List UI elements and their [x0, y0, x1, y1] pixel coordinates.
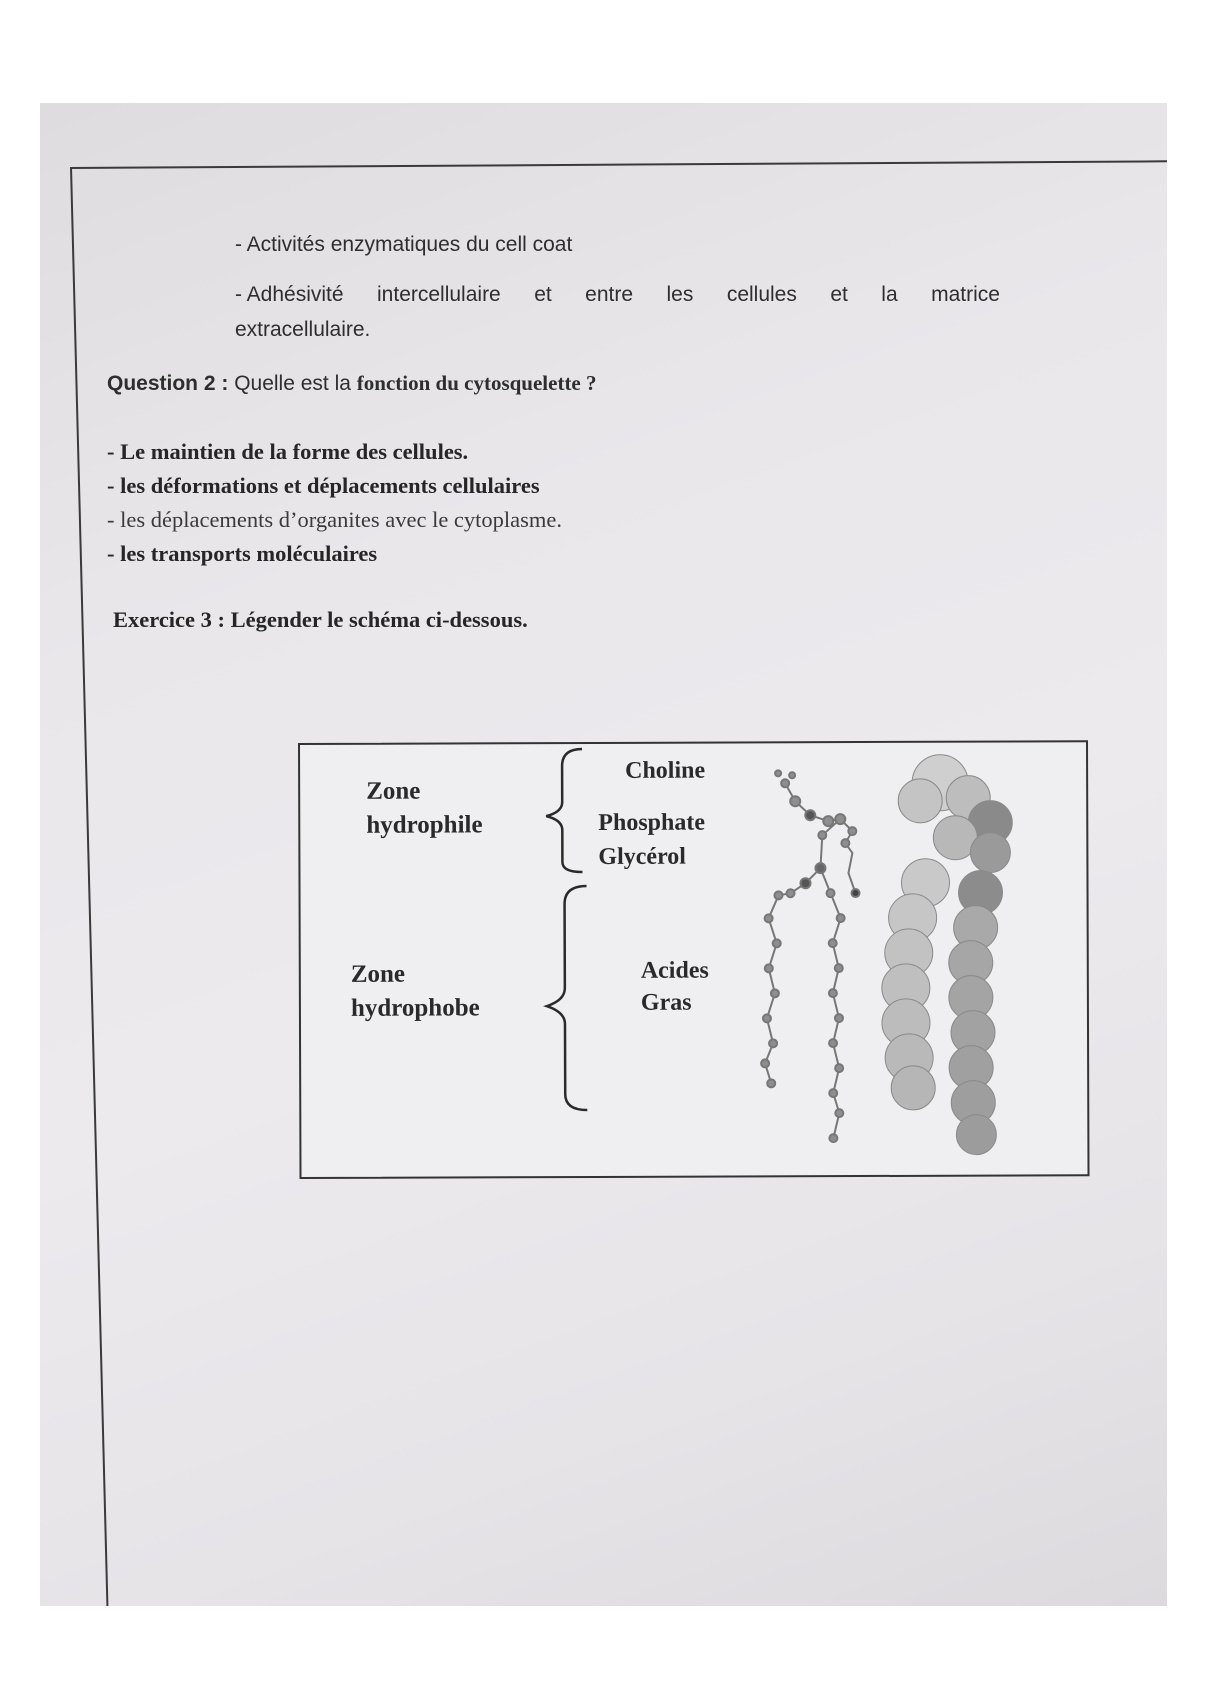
photo-background [40, 103, 1167, 1606]
sheet-border-top [70, 160, 1167, 169]
exercise-3-title: Exercice 3 : Légender le schéma ci-dessous. [113, 607, 528, 632]
question-2-bold: fonction du cytosquelette ? [356, 371, 597, 395]
label-zone-hydrophobe [351, 957, 480, 1025]
word: et [534, 283, 552, 306]
label-line: hydrophobe [350, 994, 480, 1022]
brace-hydrophobe [547, 886, 588, 1110]
question-2 [107, 371, 597, 396]
label-choline: Choline [625, 757, 706, 784]
ball-and-stick-model [760, 770, 860, 1142]
label-line: Zone [366, 777, 421, 805]
line-enzymatic-activities: - Activités enzymatiques du cell coat [235, 233, 573, 256]
word: la [881, 283, 898, 306]
label-zone-hydrophile [366, 774, 482, 842]
space-filling-model [881, 755, 1013, 1155]
label-glycerol: Glycérol [598, 843, 686, 870]
word: intercellulaire [377, 283, 501, 306]
word: cellules [726, 283, 797, 306]
question-2-plain: Quelle est la [228, 372, 357, 395]
word: - Adhésivité [235, 283, 344, 306]
answer-bullet: - Le maintien de la forme des cellules. [107, 439, 469, 464]
answer-bullet: - les transports moléculaires [107, 541, 378, 566]
line-extracellular: extracellulaire. [235, 318, 371, 341]
word: matrice [931, 283, 1000, 306]
line-adhesivity [235, 283, 1000, 307]
label-phosphate: Phosphate [598, 809, 706, 836]
label-acides: Acides [640, 957, 709, 984]
word: les [666, 283, 694, 306]
brace-hydrophile [546, 749, 582, 872]
word: entre [585, 283, 634, 306]
label-line: hydrophile [366, 811, 483, 839]
answer-bullet: - les déformations et déplacements cellulaires [107, 473, 540, 498]
word: et [830, 283, 848, 306]
answer-bullet: - les déplacements d’organites avec le cytoplasme. [107, 507, 563, 532]
label-line: Zone [350, 960, 406, 988]
label-gras: Gras [640, 989, 692, 1016]
question-2-label: Question 2 : [107, 372, 229, 395]
sheet-border-left [70, 167, 109, 1606]
phospholipid-diagram [298, 740, 1090, 1179]
